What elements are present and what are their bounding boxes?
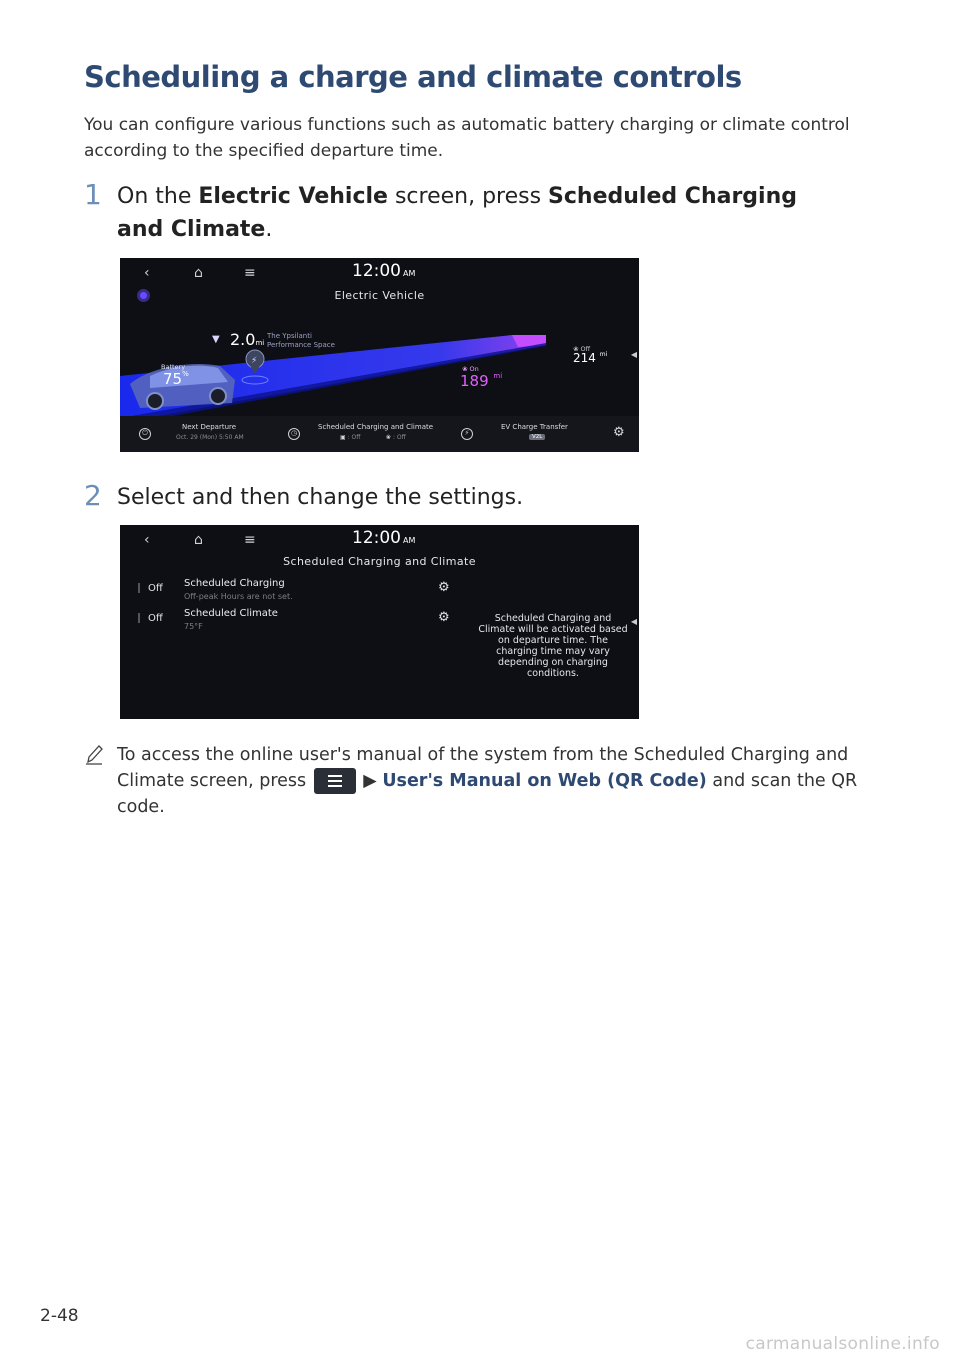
climate-state-text: : Off: [392, 434, 406, 441]
toggle-state: Off: [148, 613, 163, 624]
ev-bottom-bar: [120, 416, 639, 452]
step-bold-screen: Electric Vehicle: [198, 184, 388, 209]
battery-label: Battery: [161, 363, 186, 371]
scheduled-charging-climate-button[interactable]: Scheduled Charging and Climate: [318, 423, 434, 431]
panel-expand-icon[interactable]: ◀: [630, 350, 637, 359]
departure-power-icon[interactable]: ⏻: [139, 428, 151, 440]
step-text-part: screen, press: [387, 184, 549, 209]
note-bold-menu-item: User's Manual on Web (QR Code): [382, 771, 707, 791]
battery-number: 75: [163, 370, 183, 388]
next-departure-time: Oct. 29 (Mon) 5:50 AM: [176, 434, 244, 441]
charge-state-text: : Off: [347, 434, 361, 441]
scheduled-climate-label[interactable]: Scheduled Climate: [184, 608, 278, 619]
screen-title: Scheduled Charging and Climate: [283, 555, 476, 568]
watermark: carmanualsonline.info: [745, 1334, 940, 1354]
destination-pin-icon: ▼: [212, 334, 220, 345]
step-text-part: On the: [117, 184, 199, 209]
step-2: [84, 481, 804, 514]
distance-value: [230, 330, 264, 349]
scheduled-charging-label[interactable]: Scheduled Charging: [184, 578, 285, 589]
range-climate-on-label: ❀ On: [462, 365, 479, 373]
clock-icon[interactable]: ◷: [288, 428, 300, 440]
charge-transfer-icon[interactable]: ⚡: [461, 428, 473, 440]
ev-screenshot: [120, 258, 639, 452]
clock-ampm: AM: [403, 269, 416, 278]
ev-charge-transfer-button[interactable]: EV Charge Transfer: [501, 423, 568, 431]
distance-number: 2.0: [230, 330, 256, 349]
clock: [352, 528, 415, 548]
clock-time: 12:00: [352, 261, 401, 281]
clock-ampm: AM: [403, 536, 416, 545]
step-text: [84, 180, 804, 246]
menu-icon: [314, 768, 356, 794]
arrow-icon: ▶: [363, 771, 377, 791]
v2l-badge: V2L: [529, 434, 545, 440]
note-text-part: To access the online user's manual of the system from the Scheduled Charging and Climate screen, press: [117, 745, 849, 791]
step-number: 2: [84, 479, 102, 512]
range-climate-off-value: [573, 351, 607, 365]
svg-text:⚡: ⚡: [251, 356, 258, 366]
step-1: [84, 180, 804, 246]
scheduled-climate-toggle[interactable]: [138, 613, 163, 624]
clock: [352, 261, 415, 281]
menu-icon[interactable]: ≡: [244, 532, 256, 548]
home-icon[interactable]: ⌂: [194, 532, 203, 548]
gear-icon[interactable]: ⚙: [438, 610, 450, 625]
step-text: Select and then change the settings.: [117, 485, 524, 510]
page-title: Scheduling a charge and climate controls: [84, 60, 742, 94]
step-text-part: .: [265, 217, 273, 242]
gear-icon[interactable]: ⚙: [438, 580, 450, 595]
next-departure-button[interactable]: Next Departure: [182, 423, 237, 431]
range-on-number: 189: [460, 372, 489, 390]
scheduled-charging-subtitle: Off-peak Hours are not set.: [184, 592, 293, 601]
destination-name: [267, 332, 335, 350]
panel-expand-icon[interactable]: ◀: [630, 617, 637, 626]
destination-line: Performance Space: [267, 341, 335, 349]
pencil-note-icon: [84, 742, 104, 766]
distance-unit: mi: [255, 339, 265, 347]
toggle-state: Off: [148, 583, 163, 594]
step-bold-button: Scheduled Charging and Climate: [117, 184, 797, 242]
scheduled-charging-state: ▣ : Off: [340, 434, 361, 441]
menu-icon[interactable]: ≡: [244, 265, 256, 281]
range-off-number: 214: [573, 351, 596, 365]
scheduled-climate-state: ❀ : Off: [386, 434, 406, 441]
intro-paragraph: You can configure various functions such as automatic battery charging or climate control according to the specified departure time.: [84, 115, 850, 161]
range-climate-on-value: [460, 372, 502, 390]
step-number: 1: [84, 178, 102, 211]
back-icon[interactable]: ‹: [144, 265, 150, 281]
range-on-label: On: [469, 365, 479, 373]
range-off-unit: mi: [599, 351, 608, 358]
screen-title: Electric Vehicle: [334, 289, 425, 302]
gear-icon[interactable]: ⚙: [613, 425, 625, 440]
note-text-part: and scan the QR code.: [117, 771, 858, 817]
battery-value: [163, 370, 189, 388]
info-message: Scheduled Charging and Climate will be activated based on departure time. The charging time may vary depending on charging conditions.: [478, 613, 628, 679]
scheduled-climate-subtitle: 75°F: [184, 622, 203, 631]
clock-time: 12:00: [352, 528, 401, 548]
scheduled-screenshot: [120, 525, 639, 719]
home-icon[interactable]: ⌂: [194, 265, 203, 281]
note-text: [84, 742, 884, 820]
range-on-unit: mi: [493, 372, 503, 380]
destination-line: The Ypsilanti: [267, 332, 312, 340]
range-climate-off-label: ❀ Off: [573, 345, 591, 353]
back-icon[interactable]: ‹: [144, 532, 150, 548]
range-off-label: Off: [580, 345, 591, 353]
battery-unit: %: [182, 370, 189, 378]
page-number: 2-48: [40, 1306, 79, 1326]
note: [84, 742, 884, 820]
scheduled-charging-toggle[interactable]: [138, 583, 163, 594]
